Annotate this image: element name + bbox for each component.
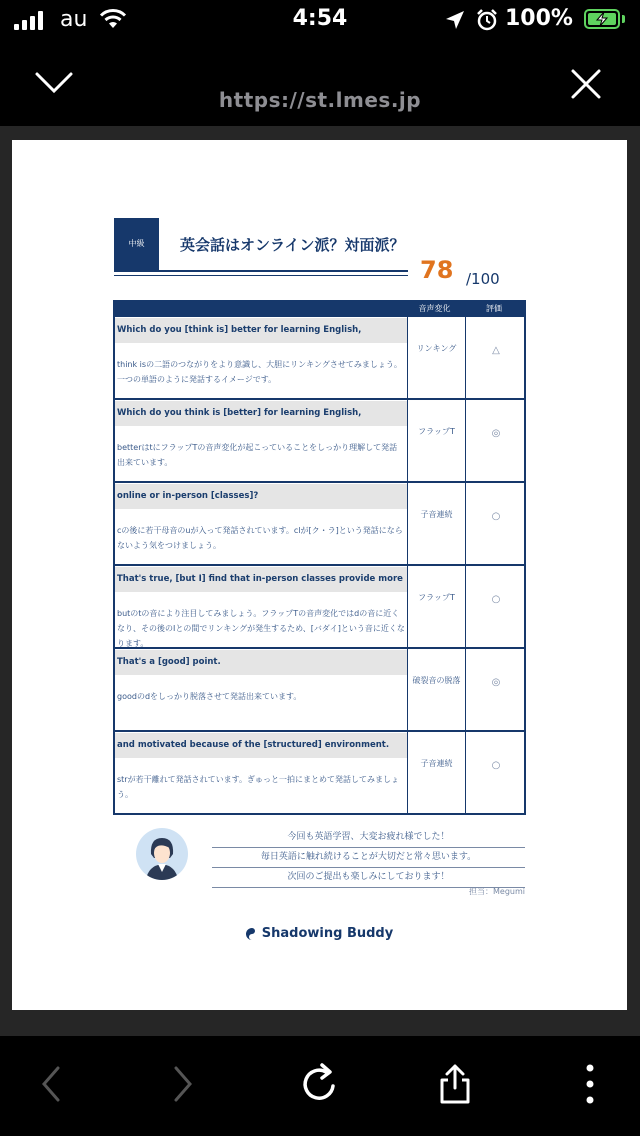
clock: 4:54 [292,6,348,31]
staff-avatar [136,828,188,880]
share-icon[interactable] [436,1062,474,1106]
reload-icon[interactable] [300,1062,340,1106]
brand-footer [12,926,627,941]
title-underline [114,270,408,272]
rating-mark: ○ [491,594,501,605]
battery-icon [584,9,620,29]
comment: think isの二語のつながりをより意識し、大胆にリンキングさせてみましょう。一つの単語のように発話するイメージです。 [117,360,402,384]
closing-message: 今回も英語学習、大変お疲れ様でした！ [212,828,525,848]
title-underline-thin [114,275,408,276]
back-arrow-icon[interactable] [36,1062,66,1106]
battery-percent: 100% [505,6,573,31]
document-viewer[interactable] [0,126,640,1036]
status-bar [0,0,640,40]
comment: goodのdをしっかり脱落させて発話出来ています。 [117,692,302,701]
sound-change: フラップT [418,427,455,436]
carrier-name: au [60,7,88,32]
table-row [115,483,524,566]
table-row [115,566,524,649]
bottom-toolbar [0,1036,640,1136]
comment: cの後に若干母音のuが入って発話されています。clが[ク・ラ]という発話にならないよう気をつけましょう。 [117,526,403,550]
more-options-icon[interactable] [582,1062,598,1106]
table-row [115,400,524,483]
document-title: 英会話はオンライン派？対面派？ [180,236,405,254]
sentence: and motivated because of the [structured] environment. [115,733,407,758]
location-arrow-icon [444,9,466,31]
alarm-clock-icon [476,8,498,32]
table-header [113,300,526,317]
score-max: /100 [466,270,500,288]
staff-name: 担当：Megumi [469,887,525,896]
rating-mark: △ [492,345,500,356]
brand-name: Shadowing Buddy [261,926,394,941]
page-url: https://st.lmes.jp [218,88,422,112]
sound-change: 破裂音の脱落 [412,676,461,685]
table-row [115,649,524,732]
sound-change: リンキング [416,344,457,353]
charging-bolt-icon [586,11,618,27]
comment: butのtの音により注目してみましょう。フラップTの音声変化ではdの音に近くなり、その後のIとの間でリンキングが発生するため、[バダイ]という音に近くなります。 [117,609,405,648]
comment: betterはtにフラップTの音声変化が起こっていることをしっかり理解して発話出来ています。 [117,443,398,467]
sentence: online or in-person [classes]? [115,484,407,509]
score-value: 78 [420,256,454,284]
column-header-rating: 評価 [486,304,502,313]
rating-mark: ○ [491,511,501,522]
person-illustration-icon [136,828,188,880]
rating-mark: ○ [491,760,501,771]
sound-change: 子音連続 [420,510,453,519]
closing-message: 毎日英語に触れ続けることが大切だと常々思います。 [212,848,525,868]
sentence: That's a [good] point. [115,650,407,675]
document-page [12,140,627,1010]
closing-message: 次回のご提出も楽しみにしております！ [212,868,525,888]
sound-change: フラップT [418,593,455,602]
sentence: Which do you think is [better] for learning English, [115,401,407,426]
level-badge: 中級 [114,218,159,270]
table-row [115,732,524,815]
rating-mark: ◎ [491,428,501,439]
rating-mark: ◎ [491,677,501,688]
brand-logo-icon [246,927,258,941]
sound-change: 子音連続 [420,759,453,768]
sentence: Which do you [think is] better for learning English, [115,318,407,343]
comment: strが若干離れて発話されています。ぎゅっと一拍にまとめて発話してみましょう。 [117,775,399,799]
table-row [115,317,524,400]
column-header-change: 音声変化 [418,304,451,313]
feedback-table [113,317,526,815]
forward-arrow-icon[interactable] [168,1062,198,1106]
sentence: That's true, [but I] find that in-person classes provide more [115,567,407,592]
battery-cap [622,15,625,23]
